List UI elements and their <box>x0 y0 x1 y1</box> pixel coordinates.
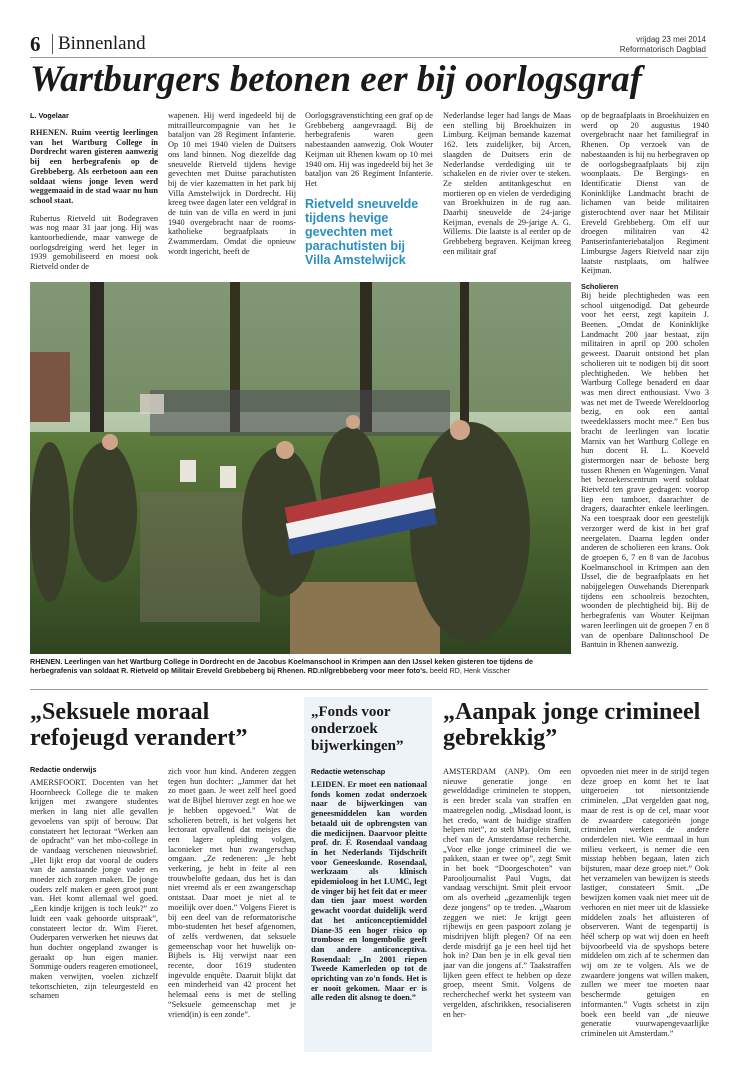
lead-column-5 <box>581 111 709 689</box>
story3-body: LEIDEN. Er moet een nationaal fonds komen zodat onderzoek naar de bijwerkingen van geneesmiddelen kan worden betaald uit de opbrengsten van die medicijnen. Daarvoor pleitte prof. dr. F. Rosendaal vandaag in het Nederlands Tijdschrift voor Geneeskunde. Rosendaal, werkzaam als klinisch epidemioloog in het LUMC, legt de vinger bij het feit dat er meer dan tien jaar moest worden gewacht voordat duidelijk werd dat het anticonceptiemiddel Diane-35 een hoger risico op trombose en longembolie geeft dan andere anticonceptiva. Rosendaal: „In 2001 riepen Tweede Kamerleden op tot de oprichting van zo'n fonds. Het is er nooit gekomen. Maar er is alle reden dit alsnog te doen.” <box>311 780 427 1003</box>
story4-column-2: opvoeden niet meer in de strijd tegen deze groep en komt het te laat uitgeroeien tot nietsontziende criminelen. „Dat vergelden gaat nog, maar de rest is op de cel, maar voor de zwaardere categorieën jonge criminelen werken de andere onderdelen niet. Wie eenmaal in hun milieu verkeert, is nemer die een misstap hebben begaan, laten zich bijsturen, maar deze groep niet.” Ook het verzamelen van bewijzen is steeds lastiger, constateert Smit. „De bewijzen komen vaak niet meer uit de verhoren en niet meer uit de klassieke middelen zoals het afluisteren of observeren. Want de tegenpartij is héél scherp op wat wij doen en heeft bijvoorbeeld via de spyshops betere middelen om zich af te schermen dan wij om ze te volgen. Als we de zwaardere jongens wat willen maken, zullen we meer toe moeten naar beschermde getuigen en informanten.” Vugts schetst in zijn boek een beeld van „de nieuwe generatie vuurwapengevaarlijke criminelen uit Amsterdam.” <box>581 767 709 1038</box>
burial-photo <box>30 282 571 654</box>
paper-name: Reformatorisch Dagblad <box>619 45 706 54</box>
story3-headline: „Fonds voor onderzoek bijwerkingen” <box>311 704 404 754</box>
lead-column-2: wapenen. Hij werd ingedeeld bij de mitrailleurcompagnie van het 1e bataljon van 28 Regiment Infanterie. Op 10 mei 1940 vielen de Duitsers ons land binnen. Nog diezelfde dag sneuvelde Rietveld tijdens hevige gevechten met Duitse parachutisten bij de vier kazematten in het park bij Villa Amstelwijck in Dordrecht. Hij kreeg twee dagen later een veldgraf in de tuin van de villa en werd in juni 1940 overgebracht naar de rooms-katholieke begraafplaats in Zwammerdam. Omdat die opnieuw wordt ingericht, heeft de <box>168 111 296 256</box>
lead-paragraph: Rubertus Rietveld uit Bodegraven was nog maar 31 jaar jong. Hij was kantoorbediende, maar vanwege de oorlogsdreiging werd het leger in 1939 gemobiliseerd en moest ook Rietveld onder de <box>30 213 158 272</box>
lead-headline: Wartburgers betonen eer bij oorlogsgraf <box>30 59 642 100</box>
story4-column-1: AMSTERDAM (ANP). Om een nieuwe generatie jonge en gewelddadige criminelen te stoppen, is een breder scala van straffen en maatregelen nodig. „Misdaad loont, is het credo, want de huidige straffen helpen niet”, zo stelt Marjolein Smit, chef van de Amsterdamse recherche. „Voor elke jonge crimineel die we pakken, staan er twee op”, zegt Smit in het boek “Doorgeschoten” van Parooljournalist Paul Vugts, dat vandaag verschijnt. Smit pleit ervoor om als overheid „gezamenlijk tegen deze jongens” op te treden. „Waarom zeggen we niet: Je krijgt geen rijbewijs en geen paspoort zolang je misdrijven blijft plegen? Of na een derde misdrijf ga je een heel tijd het hok in? Dan ben je in elk geval tien jaar van die jongens af.” Taakstraffen lijken geen effect te hebben op deze groep, meent Smit. Volgens de recherchechef werkt het systeem van vergelden, afschrikken, resocialiseren en her- <box>443 767 571 1019</box>
lead-column-4: Nederlandse leger had langs de Maas een stelling bij Broekhuizen in Limburg. Keijman bemande kazemat 162. Iets zuidelijker, bij Arcen, slaagden de Duitsers erin de Nederlandse verdediging uit te schakelen en de rivier over te steken. Ze stelden antitankgeschut en mortieren op en vielen de verdediging van Broekhuizen in de rug aan. Daarbij sneuvelde de 24-jarige Keijman, evenals de 29-jarige A. G. Willems. Die laatste is al eerder op de Grebbeberg begraven. Keijman kreeg een militair graf <box>443 111 571 256</box>
lead-column-1 <box>30 111 158 273</box>
page-number: 6 <box>30 32 41 56</box>
section-title: Binnenland <box>58 33 146 54</box>
story2-column-2: zich voor hun kind. Anderen zeggen tegen hun dochter: „Jammer dat het zo moet gaan. Je weet zelf heel goed wat de Bijbel hierover zegt en hoe we je hebben opgevoed.” Wat de scholieren betreft, is het volgens het lectoraat opvallend dat meisjes die een lagere opleiding volgen, laconieker met hun zwangerschap omgaan. „Ze redeneren: „Je hebt verkering, je hebt in feite al een trouwbelofte gedaan, dus het is dan niet vreemd als er een zwangerschap ontstaat. Daar moet je niet al te moeilijk over doen.” Volgens Fieret is bij een deel van de reformatorische mbo-studenten het besef afgenomen, of zelfs verdwenen, dat seksuele gemeenschap voor het huwelijk on-Bijbels is. Hij verwijst naar een recente, door 1619 studenten ingevulde enquête. Daaruit blijkt dat een minderheid van 42 procent het helemaal eens is met de stelling “Seksuele gemeenschap met je vriend(in) is een zonde”. <box>168 767 296 1019</box>
photo-caption <box>30 657 571 675</box>
caption-text: Leerlingen van het Wartburg College in Dordrecht en de Jacobus Koelmanschool in Krimpen aan den IJssel keken gisteren toe tijdens de herbegrafenis van soldaat R. Rietveld op Militair Ereveld Grebbeberg bij Rhenen. RD.nl/grebbeberg voor meer foto's. <box>30 657 533 675</box>
page-date: vrijdag 23 mei 2014 <box>636 35 706 44</box>
story2-headline: „Seksuele moraal refojeugd verandert” <box>30 699 248 751</box>
section-divider <box>52 34 53 54</box>
lead-bottom-rule <box>30 689 708 690</box>
lead-byline: L. Vogelaar <box>30 111 69 120</box>
lead-column-5-text: op de begraafplaats in Broekhuizen en werd op 20 augustus 1940 overgebracht naar het familiegraf in Rhenen. Op verzoek van de nabestaanden is hij nu herbegraven op de oorlogsbegraafplaats bij zijn woonplaats. De Bergings- en Identificatie Dienst van de Koninklijke Landmacht bracht de lichamen van beide militairen gisterochtend over naar het Militair Ereveld Grebbeberg. Om elf uur droegen militairen van 42 Pantserinfanteriebataljon Regiment Limburgse Jagers Rietveld naar zijn laatste rustplaats, om halfwee Keijman. <box>581 111 709 276</box>
lead-column-5-text-2: Bij beide plechtigheden was een school uitgenodigd. Dat gebeurde voor het eerst, zegt kapitein J. Beenen. „Omdat de Koninklijke Landmacht 200 jaar bestaat, zijn militairen in april op 200 scholen geweest. Daaruit ontstond het plan scholieren uit te nodigen bij dit soort plechtigheden. We hebben het Wartburg College benaderd en daar was men direct enthousiast. Vwo 3 was net met de Tweede Wereldoorlog bezig, en ook een aantal tweedeklassers mocht mee.” Een bus bracht de leerlingen van locatie Marnix van het Wartburg College en hun docent H. L. Koeveld gistermorgen naar de beboste berg tussen Rhenen en Wageningen. Vanaf het bezoekerscentrum werd soldaat Rietveld ten grave gedragen: voorop liep een tamboer, daarachter de dragers, daarachter enkele leerlingen. Na een toespraak door een geestelijk verzorger werd de kist in het graf neergelaten. Daarna legden onder anderen de scholieren een krans. Ook de groepen 6, 7 en 8 van de Jacobus Koelmanschool in Krimpen aan den IJssel, die de begraafplaats en het nabijgelegen Ouwehands Dierenpark tijdens een schoolreis bezochten, woonden de plechtigheid bij. Bij de herbegrafenis van Wouter Keijman waren leerlingen uit de groepen 7 en 8 van de openbare Daltonschool De Bantuin in Rhenen aanwezig. <box>581 290 709 650</box>
lead-pullquote: Rietveld sneuvelde tijdens hevige gevechten met parachutisten bij Villa Amstelwijck <box>305 196 419 267</box>
story2-byline: Redactie onderwijs <box>30 765 97 774</box>
burial-photo-illustration <box>30 282 571 654</box>
story4-headline: „Aanpak jonge crimineel gebrekkig” <box>443 699 701 751</box>
caption-place: RHENEN. <box>30 657 63 666</box>
header-rule <box>30 57 708 58</box>
story2-column-1: AMERSFOORT. Docenten van het Hoornbeeck College die te maken krijgen met zwangere studentes merken in lang niet alle gevallen gevoelens van spijt of berouw. Dat constateert het lectoraat “Werken aan de opdracht” van het mbo-college in de vandaag verschenen nieuwsbrief. „Het lijkt erop dat vooral de ouders van de aanstaande jonge vader en moeder zich zorgen maken. De jonge ouders zelf maken er geen groot punt van. Het komt allemaal wel goed. „Een kindje krijgen is toch leuk?” zo luidt een vaak gehoorde uitspraak”, constateert lector dr. Wim Fieret. Ouderparen verwerken het nieuws dat hun dochter ongepland zwanger is geraakt op hun eigen manier. Sommige ouders reageren emotioneel, maken verwijten, voelen zichzelf tekortschieten, zijn teleurgesteld en schamen <box>30 778 158 1001</box>
story3-byline: Redactie wetenschap <box>311 767 386 776</box>
lead-column-3-text: Oorlogsgravenstichting een graf op de Grebbeberg aangevraagd. Bij de herbegrafenis waren geen nabestaanden aanwezig. Ook Wouter Keijman uit Rhenen kwam op 10 mei 1940 om. Hij was ingedeeld bij het 3e bataljon van 26 Regiment Infanterie. Het <box>305 111 433 188</box>
caption-credit: beeld RD, Henk Visscher <box>429 666 511 675</box>
lead-column-3 <box>305 111 433 273</box>
lead-intro: RHENEN. Ruim veertig leerlingen van het Wartburg College in Dordrecht waren gisteren aanwezig bij een herbegrafenis op de Grebbeberg. Als eerbetoon aan een soldaat wiens jonge leven werd weggemaaid in de stad waar nu hun school staat. <box>30 128 158 205</box>
lead-subhead: Scholieren <box>581 281 619 291</box>
